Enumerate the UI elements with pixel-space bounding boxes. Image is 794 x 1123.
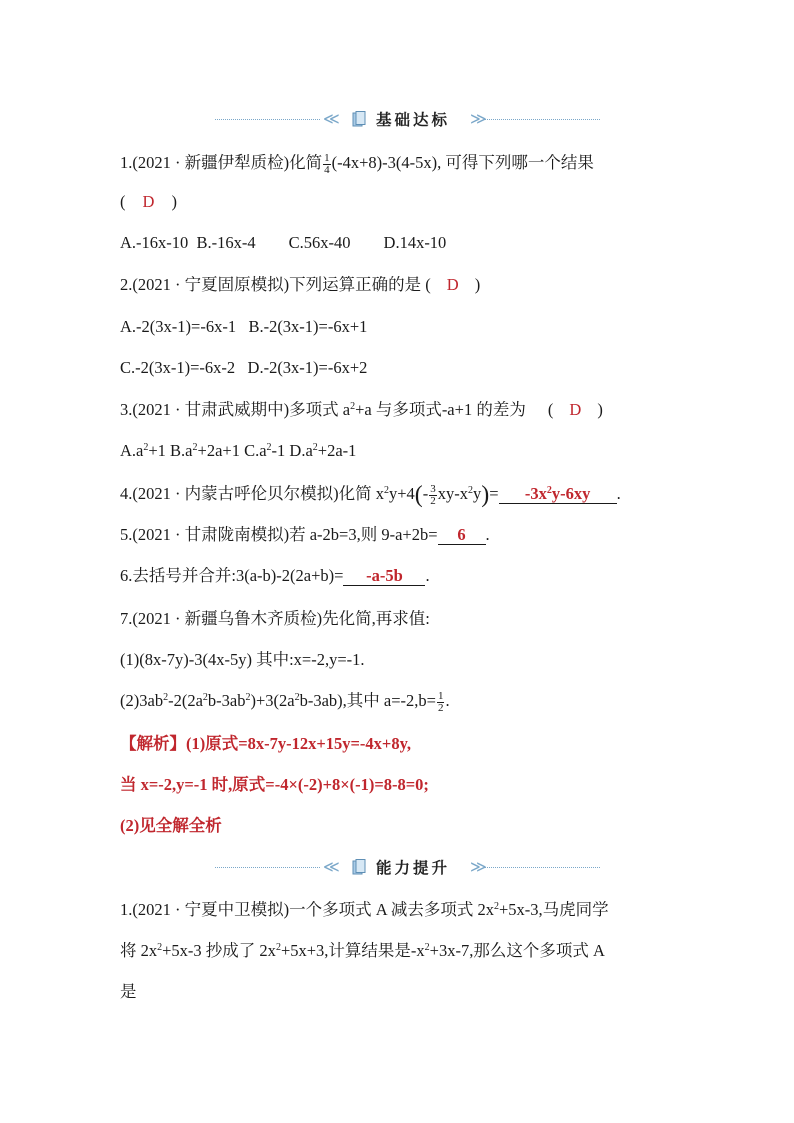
- question-2: 2.(2021 · 宁夏固原模拟)下列运算正确的是 ( D ): [120, 275, 481, 294]
- double-chevron-right-icon: ≫: [470, 857, 487, 876]
- question-2-options-cd: C.-2(3x-1)=-6x-2 D.-2(3x-1)=-6x+2: [120, 358, 368, 377]
- analysis-line-2: 当 x=-2,y=-1 时,原式=-4×(-2)+8×(-1)=8-8=0;: [120, 775, 429, 794]
- question-1: 1.(2021 · 新疆伊犁质检)化简 $\frac{1}{4}$ (-4x+8)-3(4-5x), 可得下列哪一个结果: [120, 151, 594, 176]
- answer-choice: D: [569, 400, 582, 419]
- answer-blank: -a-5b: [343, 567, 425, 586]
- question-6: 6.去括号并合并:3(a-b)-2(2a+b)= -a-5b .: [120, 566, 430, 585]
- question-7-part-2: $(2)3ab^2-2(2a^2b-3ab^2)+3(2a^2b-3ab)$,其中 a=-2,b= $\frac{1}{2}$ .: [120, 689, 450, 714]
- dotted-divider-left: [215, 867, 320, 868]
- section-header-basic: [215, 108, 600, 132]
- dotted-divider-right: [485, 867, 600, 868]
- analysis-line-3: (2)见全解全析: [120, 816, 222, 835]
- ability-question-1-line-1: 1.(2021 · 宁夏中卫模拟)一个多项式 A 减去多项式 $2x^2+5x-3$,马虎同学: [120, 900, 609, 919]
- question-5: 5.(2021 · 甘肃陇南模拟)若 a-2b=3,则 9-a+2b= 6 .: [120, 525, 490, 544]
- question-1-answer: ( D ): [120, 192, 177, 211]
- question-3-options: $A.a^2+1$ $B.a^2+2a+1$ $C.a^2-1$ $D.a^2+2a-1$: [120, 441, 357, 460]
- fraction: $\frac{3}{2}$: [430, 482, 436, 507]
- dotted-divider-right: [485, 119, 600, 120]
- double-chevron-left-icon: ≪: [323, 109, 340, 128]
- fraction: $\frac{1}{4}$: [324, 151, 330, 176]
- book-icon: [352, 111, 366, 127]
- question-2-options-ab: A.-2(3x-1)=-6x-1 B.-2(3x-1)=-6x+1: [120, 317, 368, 336]
- question-4: 4.(2021 · 内蒙古呼伦贝尔模拟)化简 $x^2y+4(-$ $\frac{3}{2}$ $xy-x^2y)= -3x^2y-6xy$ .: [120, 482, 621, 508]
- answer-choice: D: [446, 275, 459, 294]
- ability-question-1-line-2: 将 $2x^2+5x-3$ 抄成了 $2x^2+5x+3$,计算结果是$-x^2+3x-7$,那么这个多项式 A: [120, 941, 605, 960]
- analysis-line-1: 【解析】(1)原式=8x-7y-12x+15y=-4x+8y,: [120, 734, 412, 753]
- question-7: 7.(2021 · 新疆乌鲁木齐质检)先化简,再求值:: [120, 609, 430, 628]
- section-title: 基础达标: [376, 111, 451, 129]
- dotted-divider-left: [215, 119, 320, 120]
- question-1-options: A.-16x-10 B.-16x-4 C.56x-40 D.14x-10: [120, 233, 447, 252]
- answer-choice: D: [142, 192, 155, 211]
- double-chevron-right-icon: ≫: [470, 109, 487, 128]
- double-chevron-left-icon: ≪: [323, 857, 340, 876]
- fraction: $\frac{1}{2}$: [437, 689, 444, 714]
- section-title: 能力提升: [376, 859, 451, 877]
- question-7-part-1: (1)(8x-7y)-3(4x-5y) 其中:x=-2,y=-1.: [120, 650, 365, 669]
- answer-blank: $-3x^2y-6xy$: [499, 485, 617, 504]
- ability-question-1-line-3: 是: [120, 982, 137, 1001]
- book-icon: [352, 859, 366, 875]
- answer-blank: 6: [438, 526, 486, 545]
- section-header-ability: [215, 856, 600, 880]
- question-3: 3.(2021 · 甘肃武威期中)多项式 $a^2+a$ 与多项式-a+1 的差为 ( D ): [120, 400, 603, 419]
